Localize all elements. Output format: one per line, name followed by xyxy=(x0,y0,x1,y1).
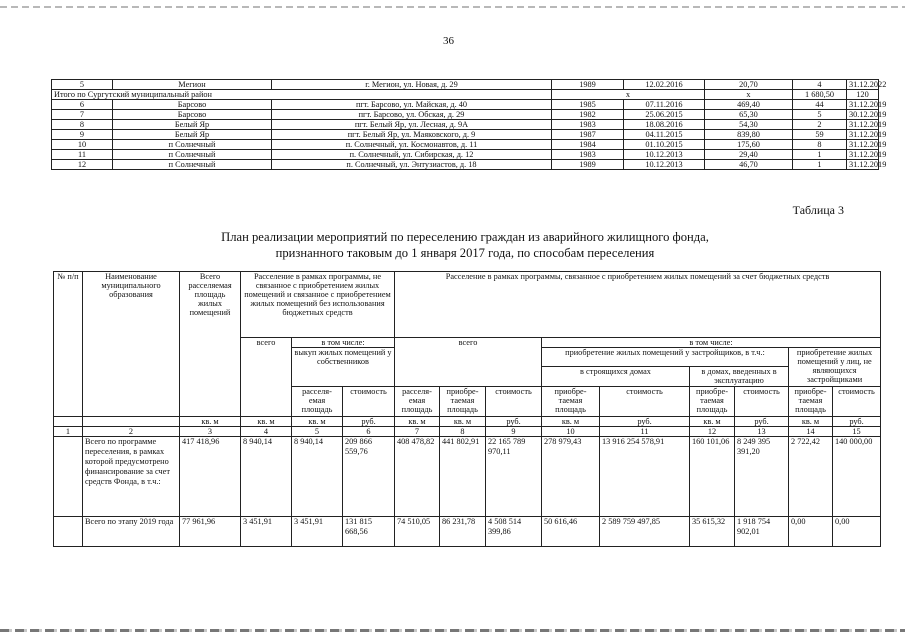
table-cell: Белый Яр xyxy=(113,130,272,140)
table-cell: 10.12.2013 xyxy=(624,160,705,170)
unit-cell: руб. xyxy=(833,417,881,427)
column-number-cell: 6 xyxy=(343,427,395,437)
summary-cell: 120 xyxy=(847,90,879,100)
main-table xyxy=(53,271,881,547)
value-cell: 209 866 559,76 xyxy=(343,437,395,517)
table-cell: 12.02.2016 xyxy=(624,80,705,90)
row-name-cell: Всего по программе переселения, в рамках которой предусмотрено финансирование за счет средств Фонда, в т.ч.: xyxy=(83,437,180,517)
table-row xyxy=(52,120,879,130)
column-number-cell: 8 xyxy=(440,427,486,437)
value-cell: 22 165 789 970,11 xyxy=(486,437,542,517)
column-number-cell: 5 xyxy=(292,427,343,437)
table-cell: 54,30 xyxy=(705,120,793,130)
header-buyout: выкуп жилых помещений у собственников xyxy=(292,348,395,387)
value-cell: 408 478,82 xyxy=(395,437,440,517)
table-cell: п Солнечный xyxy=(113,150,272,160)
unit-cell: кв. м xyxy=(789,417,833,427)
value-cell: 8 940,14 xyxy=(292,437,343,517)
value-cell: 441 802,91 xyxy=(440,437,486,517)
table-cell: 31.12.2019 xyxy=(847,160,879,170)
table-cell: 8 xyxy=(52,120,113,130)
table-cell: 46,70 xyxy=(705,160,793,170)
table-cell: 4 xyxy=(793,80,847,90)
column-numbers-row-group xyxy=(54,427,881,437)
table-cell: 839,80 xyxy=(705,130,793,140)
unit-cell: кв. м xyxy=(292,417,343,427)
scan-artifact-top xyxy=(0,6,905,8)
table-cell: 29,40 xyxy=(705,150,793,160)
table-cell: 31.12.2019 xyxy=(847,130,879,140)
value-cell: 3 451,91 xyxy=(241,517,292,547)
table-cell: пгт. Барсово, ул. Обская, д. 29 xyxy=(272,110,552,120)
table-cell: Барсово xyxy=(113,110,272,120)
summary-cell: х xyxy=(705,90,793,100)
unit-cell: кв. м xyxy=(180,417,241,427)
unit-cell: руб. xyxy=(735,417,789,427)
table-cell: пгт. Белый Яр, ул. Лесная, д. 9А xyxy=(272,120,552,130)
header-resettle-area-3: расселя-емая площадь xyxy=(395,387,440,417)
unit-cell: кв. м xyxy=(241,417,292,427)
value-cell: 417 418,96 xyxy=(180,437,241,517)
row-name-cell: Всего по этапу 2019 года xyxy=(83,517,180,547)
column-number-cell: 3 xyxy=(180,427,241,437)
table-cell: 11 xyxy=(52,150,113,160)
table-cell: 7 xyxy=(52,110,113,120)
table-cell: 31.12.2019 xyxy=(847,100,879,110)
value-cell: 50 616,46 xyxy=(542,517,600,547)
table-cell: 175,60 xyxy=(705,140,793,150)
unit-cell: кв. м xyxy=(440,417,486,427)
column-number-cell: 7 xyxy=(395,427,440,437)
header-resettle-no-budget: Расселение в рамках программы, не связанное с приобретением жилых помещений и связанное с приобретением жилых помещений без использования бюджетных средств xyxy=(241,272,395,338)
table-cell: п Солнечный xyxy=(113,160,272,170)
table-cell: 1983 xyxy=(552,150,624,160)
table-cell: 1984 xyxy=(552,140,624,150)
header-in-operation: в домах, введенных в эксплуатацию xyxy=(690,367,789,387)
table-cell: Барсово xyxy=(113,100,272,110)
table-cell: 31.12.2022 xyxy=(847,80,879,90)
table-row xyxy=(54,437,881,517)
value-cell: 2 722,42 xyxy=(789,437,833,517)
unit-cell: кв. м xyxy=(690,417,735,427)
value-cell: 8 940,14 xyxy=(241,437,292,517)
table-cell: 1982 xyxy=(552,110,624,120)
column-numbers-row xyxy=(54,427,881,437)
table-row xyxy=(52,140,879,150)
header-total-b: всего xyxy=(395,338,542,387)
table-cell: 1989 xyxy=(552,80,624,90)
table-cell: 65,30 xyxy=(705,110,793,120)
table-cell: п. Солнечный, ул. Сибирская, д. 12 xyxy=(272,150,552,160)
column-number-cell: 4 xyxy=(241,427,292,437)
header-cost-1: стоимость xyxy=(343,387,395,417)
table-cell: 12 xyxy=(52,160,113,170)
table-row xyxy=(52,150,879,160)
scan-artifact-bottom xyxy=(0,629,905,632)
column-number-cell: 9 xyxy=(486,427,542,437)
header-num: № п/п xyxy=(54,272,83,417)
table-cell: 31.12.2019 xyxy=(847,120,879,130)
empty-cell xyxy=(54,417,83,427)
top-table xyxy=(51,79,887,170)
header-cost-3: стоимость xyxy=(600,387,690,417)
value-cell: 140 000,00 xyxy=(833,437,881,517)
value-cell: 74 510,05 xyxy=(395,517,440,547)
header-acq-area-3: приобре-таемая площадь xyxy=(690,387,735,417)
table-cell: 20,70 xyxy=(705,80,793,90)
column-number-cell: 14 xyxy=(789,427,833,437)
header-cost-4: стоимость xyxy=(735,387,789,417)
table-cell: Мегион xyxy=(113,80,272,90)
table-cell: 10.12.2013 xyxy=(624,150,705,160)
table-cell: 25.06.2015 xyxy=(624,110,705,120)
unit-cell: руб. xyxy=(600,417,690,427)
table-cell: 1987 xyxy=(552,130,624,140)
header-acq-area-4: приобре-таемая площадь xyxy=(789,387,833,417)
header-under-construction: в строящихся домах xyxy=(542,367,690,387)
top-table-body xyxy=(52,80,887,170)
header-incl-a: в том числе: xyxy=(292,338,395,348)
table-row xyxy=(52,160,879,170)
summary-row xyxy=(52,90,879,100)
value-cell: 2 589 759 497,85 xyxy=(600,517,690,547)
table-cell: пгт. Белый Яр, ул. Маяковского, д. 9 xyxy=(272,130,552,140)
summary-label: Итого по Сургутский муниципальный район xyxy=(52,90,552,100)
title-line-1: План реализации мероприятий по переселению граждан из аварийного жилищного фонда, xyxy=(221,230,709,244)
table-cell: п. Солнечный, ул. Космонавтов, д. 11 xyxy=(272,140,552,150)
summary-cell: 1 680,50 xyxy=(793,90,847,100)
table-cell: 10 xyxy=(52,140,113,150)
header-total-area: Всего расселяемая площадь жилых помещений xyxy=(180,272,241,417)
column-number-cell: 11 xyxy=(600,427,690,437)
table-cell: 1 xyxy=(793,160,847,170)
table-cell: пгт. Барсово, ул. Майская, д. 40 xyxy=(272,100,552,110)
column-number-cell: 2 xyxy=(83,427,180,437)
table-caption: Таблица 3 xyxy=(792,203,844,217)
table-cell: 1 xyxy=(793,150,847,160)
value-cell: 131 815 668,56 xyxy=(343,517,395,547)
table-row xyxy=(52,100,879,110)
value-cell: 86 231,78 xyxy=(440,517,486,547)
table-cell: 1983 xyxy=(552,120,624,130)
table-cell: 18.08.2016 xyxy=(624,120,705,130)
value-cell: 8 249 395 391,20 xyxy=(735,437,789,517)
main-table-body xyxy=(54,437,881,547)
value-cell: 3 451,91 xyxy=(292,517,343,547)
table-cell: г. Мегион, ул. Новая, д. 29 xyxy=(272,80,552,90)
row-number-cell xyxy=(54,437,83,517)
value-cell: 278 979,43 xyxy=(542,437,600,517)
value-cell: 4 508 514 399,86 xyxy=(486,517,542,547)
table-cell: 31.12.2019 xyxy=(847,150,879,160)
unit-cell: кв. м xyxy=(542,417,600,427)
value-cell: 160 101,06 xyxy=(690,437,735,517)
table-cell: 31.12.2019 xyxy=(847,140,879,150)
page-number: 36 xyxy=(443,35,454,47)
header-purchase-developers: приобретение жилых помещений у застройщиков, в т.ч.: xyxy=(542,348,789,367)
column-number-cell: 1 xyxy=(54,427,83,437)
unit-cell: руб. xyxy=(343,417,395,427)
table-cell: Белый Яр xyxy=(113,120,272,130)
table-cell: 1985 xyxy=(552,100,624,110)
table-cell: 469,40 xyxy=(705,100,793,110)
units-row xyxy=(54,417,881,427)
table-cell: 59 xyxy=(793,130,847,140)
summary-cell: х xyxy=(552,90,705,100)
value-cell: 35 615,32 xyxy=(690,517,735,547)
table-cell: 44 xyxy=(793,100,847,110)
table-cell: 1989 xyxy=(552,160,624,170)
table-cell: 5 xyxy=(793,110,847,120)
table-row xyxy=(54,517,881,547)
table-cell: п. Солнечный, ул. Энтузиастов, д. 18 xyxy=(272,160,552,170)
header-resettle-budget: Расселение в рамках программы, связанное с приобретением жилых помещений за счет бюджетных средств xyxy=(395,272,881,338)
row-number-cell xyxy=(54,517,83,547)
header-incl-b: в том числе: xyxy=(542,338,881,348)
value-cell: 1 918 754 902,01 xyxy=(735,517,789,547)
header-municipality: Наименование муниципального образования xyxy=(83,272,180,417)
value-cell: 0,00 xyxy=(833,517,881,547)
table-cell: 2 xyxy=(793,120,847,130)
table-cell: 07.11.2016 xyxy=(624,100,705,110)
header-total-a: всего xyxy=(241,338,292,417)
units-row-group xyxy=(54,417,881,427)
column-number-cell: 15 xyxy=(833,427,881,437)
table-cell: 5 xyxy=(52,80,113,90)
table-row xyxy=(52,80,879,90)
table-cell: 30.12.2019 xyxy=(847,110,879,120)
value-cell: 13 916 254 578,91 xyxy=(600,437,690,517)
header-acq-area-2: приобре-таемая площадь xyxy=(542,387,600,417)
table-cell: 9 xyxy=(52,130,113,140)
unit-cell: руб. xyxy=(486,417,542,427)
header-purchase-non-developers: приобретение жилых помещений у лиц, не являющихся застройщиками xyxy=(789,348,881,387)
unit-cell: кв. м xyxy=(395,417,440,427)
header-cost-5: стоимость xyxy=(833,387,881,417)
column-number-cell: 12 xyxy=(690,427,735,437)
table-row xyxy=(52,130,879,140)
header-cost-2: стоимость xyxy=(486,387,542,417)
value-cell: 0,00 xyxy=(789,517,833,547)
value-cell: 77 961,96 xyxy=(180,517,241,547)
table-cell: 6 xyxy=(52,100,113,110)
document-title xyxy=(120,229,810,261)
column-number-cell: 13 xyxy=(735,427,789,437)
table-cell: 01.10.2015 xyxy=(624,140,705,150)
table-cell: 8 xyxy=(793,140,847,150)
table-cell: 04.11.2015 xyxy=(624,130,705,140)
table-cell: п Солнечный xyxy=(113,140,272,150)
header-acq-area-1: приобре-таемая площадь xyxy=(440,387,486,417)
title-line-2: признанного таковым до 1 января 2017 года, по способам переселения xyxy=(275,246,655,260)
table-row xyxy=(52,110,879,120)
column-number-cell: 10 xyxy=(542,427,600,437)
header-resettle-area-2: расселя-емая площадь xyxy=(292,387,343,417)
empty-cell xyxy=(83,417,180,427)
